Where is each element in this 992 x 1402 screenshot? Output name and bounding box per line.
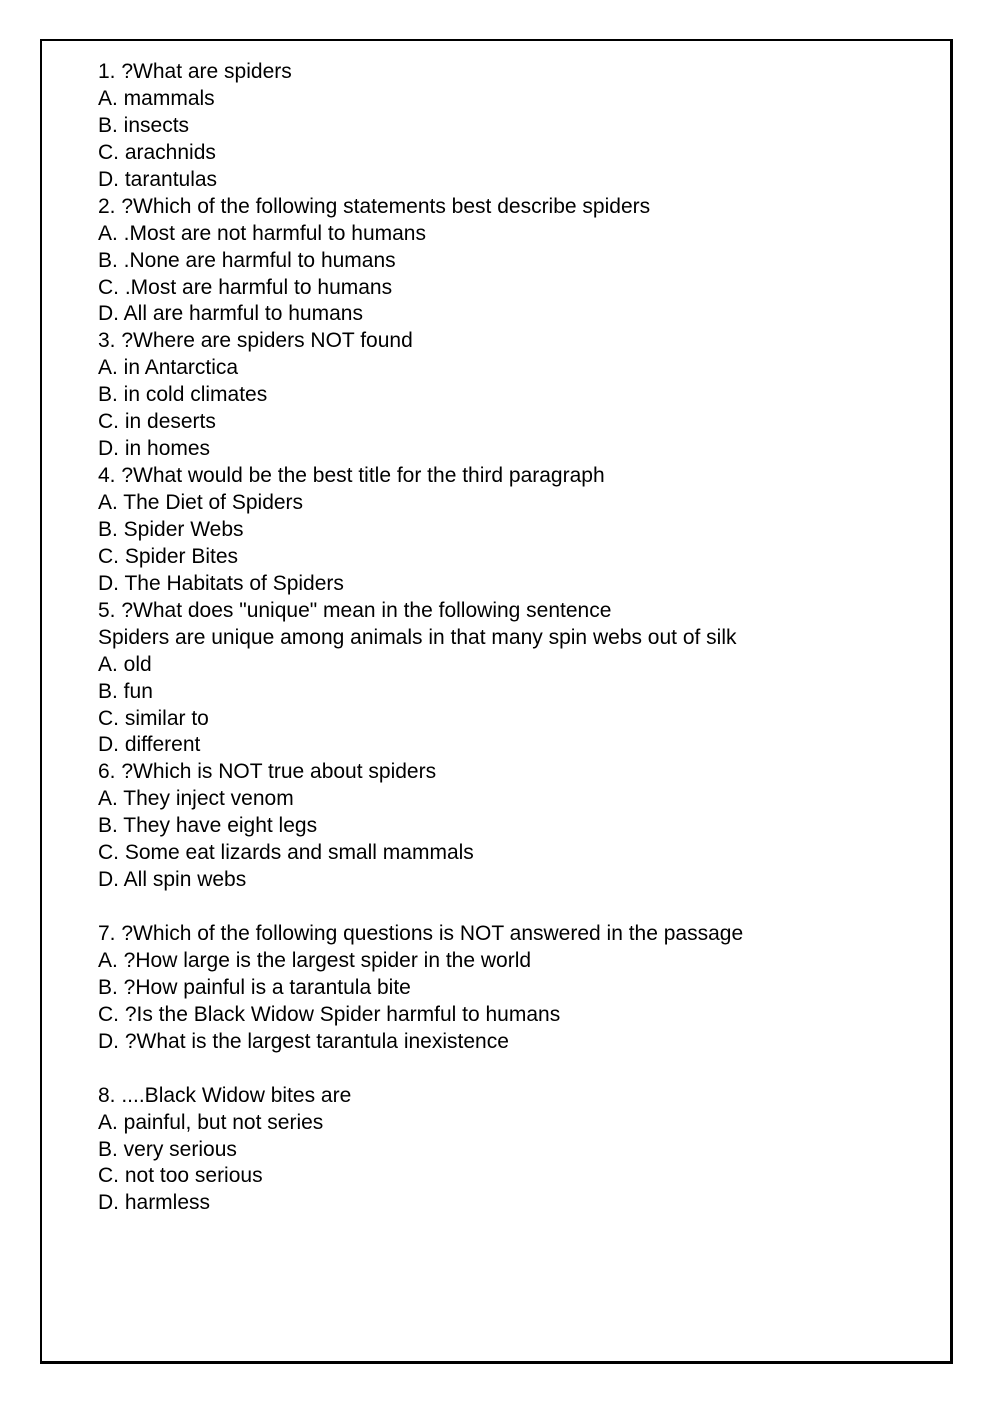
question-stem: 2. ?Which of the following statements best describe spiders <box>98 194 651 218</box>
answer-option-a: A. .Most are not harmful to humans <box>98 221 426 245</box>
answer-option-b: B. Spider Webs <box>98 517 244 541</box>
answer-option-d: D. tarantulas <box>98 167 218 191</box>
answer-option-c: C. arachnids <box>98 140 216 164</box>
answer-option-d: D. All are harmful to humans <box>98 302 363 326</box>
question-6 <box>98 759 898 921</box>
answer-option-b: B. in cold climates <box>98 383 268 407</box>
answer-option-c: C. Spider Bites <box>98 544 239 568</box>
answer-option-d: D. different <box>98 733 201 757</box>
answer-option-b: B. fun <box>98 679 153 703</box>
question-4 <box>98 463 898 598</box>
question-3 <box>98 328 898 463</box>
answer-option-d: D. in homes <box>98 437 211 461</box>
question-stem: 5. ?What does "unique" mean in the following sentence <box>98 598 612 622</box>
answer-option-a: A. The Diet of Spiders <box>98 491 304 514</box>
answer-option-a: A. old <box>98 652 152 676</box>
answer-option-a: A. painful, but not series <box>98 1110 324 1134</box>
answer-option-c: C. Some eat lizards and small mammals <box>98 841 474 865</box>
answer-option-d: D. ?What is the largest tarantula inexistence <box>98 1029 509 1053</box>
answer-option-a: A. in Antarctica <box>98 356 239 380</box>
blank-line <box>98 894 898 921</box>
answer-option-b: B. insects <box>98 113 190 137</box>
answer-option-a: A. mammals <box>98 86 215 110</box>
question-8 <box>98 1083 898 1218</box>
answer-option-d: D. All spin webs <box>98 868 247 892</box>
question-context: Spiders are unique among animals in that many spin webs out of silk <box>98 625 737 649</box>
question-5 <box>98 598 898 760</box>
question-7 <box>98 921 898 1083</box>
answer-option-d: D. harmless <box>98 1191 211 1215</box>
question-stem: 6. ?Which is NOT true about spiders <box>98 760 437 784</box>
answer-option-d: D. The Habitats of Spiders <box>98 571 344 595</box>
question-stem: 4. ?What would be the best title for the third paragraph <box>98 464 605 488</box>
answer-option-b: B. ?How painful is a tarantula bite <box>98 975 411 999</box>
question-stem: 3. ?Where are spiders NOT found <box>98 329 413 353</box>
question-stem: 8. ....Black Widow bites are <box>98 1083 352 1107</box>
answer-option-c: C. in deserts <box>98 410 216 434</box>
question-1 <box>98 59 898 194</box>
question-stem: 1. ?What are spiders <box>98 60 292 83</box>
answer-option-b: B. .None are harmful to humans <box>98 248 396 272</box>
question-2 <box>98 194 898 329</box>
quiz-content <box>98 59 898 1217</box>
answer-option-c: C. .Most are harmful to humans <box>98 275 393 299</box>
answer-option-c: C. similar to <box>98 706 209 730</box>
answer-option-c: C. ?Is the Black Widow Spider harmful to humans <box>98 1002 561 1026</box>
answer-option-a: A. They inject venom <box>98 787 294 811</box>
answer-option-b: B. They have eight legs <box>98 814 318 838</box>
answer-option-b: B. very serious <box>98 1137 237 1161</box>
question-stem: 7. ?Which of the following questions is NOT answered in the passage <box>98 922 744 945</box>
blank-line <box>98 1056 898 1083</box>
answer-option-a: A. ?How large is the largest spider in the world <box>98 948 532 972</box>
answer-option-c: C. not too serious <box>98 1164 263 1188</box>
